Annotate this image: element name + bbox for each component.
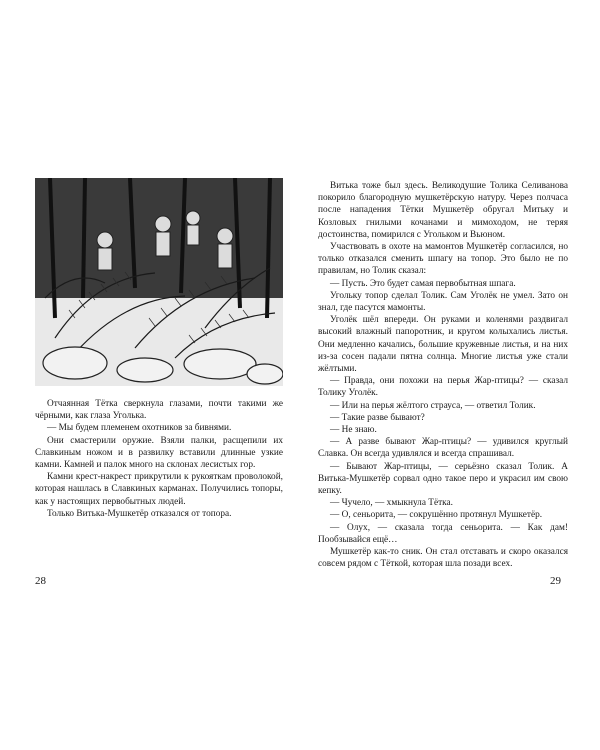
forest-fern-illustration [35, 178, 283, 386]
paragraph: — Такие разве бывают? [330, 412, 425, 423]
paragraph: — Мы будем племенем охотников за бивнями. [47, 423, 232, 434]
paragraph: — Правда, они похожи на перья Жар-птицы? — сказал Толику Уголёк. [318, 376, 568, 399]
paragraph: — Олух, — сказала тогда сеньорита. — Как дам! Пообзывайся ещё… [318, 522, 568, 545]
paragraph: — Чучело, — хмыкнула Тётка. [330, 498, 453, 509]
paragraph: Угольку топор сделал Толик. Сам Уголёк не умел. Зато он знал, где пасутся мамонты. [318, 290, 568, 314]
paragraph: — Бывают Жар-птицы, — серьёзно сказал Толик. А Витька-Мушкетёр сорвал одно такое перо и украсил им свою кепку. [318, 461, 568, 497]
paragraph: — О, сеньорита, — сокрушённо протянул Мушкетёр. [330, 510, 543, 521]
paragraph: Камни крест-накрест прикрутили к рукояткам проволокой, которая нашлась в Славкиных карманах. Получились топоры, как у настоящих первобытных людей. [35, 472, 283, 507]
paragraph: Витька тоже был здесь. Великодушие Толика Селиванова покорило благородную мушкетёрскую натуру. Через полчаса после нападения Тётки Мушкетёр обругал Митьку и Козловых гнилыми кочанами и мимоходом, не теряя достоинства, помирился с Угольком и Вьюном. [318, 181, 568, 240]
paragraph: Участвовать в охоте на мамонтов Мушкетёр согласился, но только отказался сменить шпагу на топор. Это было не по правилам, но Толик сказал: [318, 242, 568, 277]
paragraph: — Пусть. Это будет самая первобытная шпага. [330, 278, 516, 289]
paragraph: Уголёк шёл впереди. Он руками и коленями раздвигал высокий влажный папоротник, и кругом колыхались листья. Они медленно качались, большие кружевные листья, и на них из-за сосен падали пятна солнца. Многие листья уже стали жёлтыми. [318, 315, 568, 375]
left-page-text [35, 398, 283, 520]
page-number-left: 28 [35, 575, 46, 587]
paragraph: — Не знаю. [330, 425, 377, 436]
right-page [300, 0, 600, 750]
paragraph: Мушкетёр как-то сник. Он стал отставать и скоро оказался совсем рядом с Тёткой, которая шла позади всех. [318, 547, 568, 570]
right-page-text [318, 180, 568, 571]
paragraph: Они смастерили оружие. Взяли палки, расщепили их Славкиным ножом и в развилку вставили длинные узкие камни. Камней и палок много на склонах лесистых гор. [35, 435, 283, 471]
paragraph: Только Витька-Мушкетёр отказался от топора. [47, 508, 232, 519]
page-number-right: 29 [550, 575, 561, 587]
paragraph: — Или на перья жёлтого страуса, — ответил Толик. [330, 400, 536, 411]
paragraph: Отчаянная Тётка сверкнула глазами, почти такими же чёрными, как глаза Уголька. [35, 399, 283, 422]
paragraph: — А разве бывают Жар-птицы? — удивился круглый Славка. Он всегда удивлялся и всегда спрашивал. [318, 437, 568, 460]
